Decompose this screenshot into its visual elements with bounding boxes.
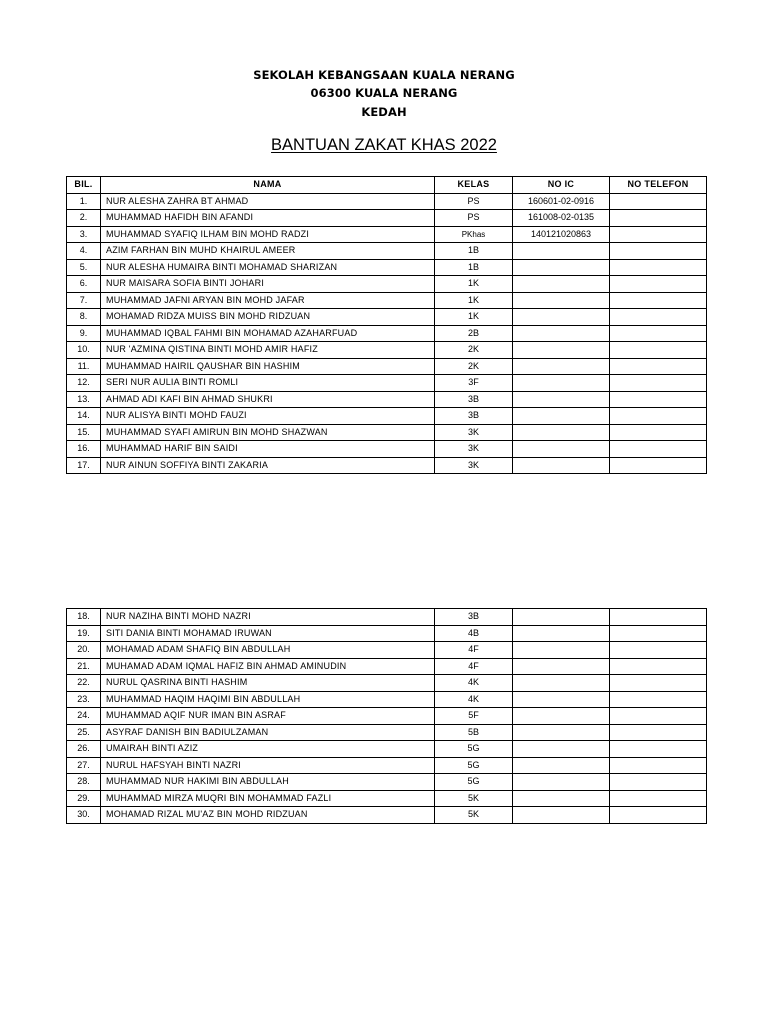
cell-no-telefon — [610, 276, 707, 293]
cell-kelas: 3B — [435, 408, 513, 425]
table-row — [67, 309, 707, 326]
table-row — [67, 259, 707, 276]
cell-bil: 11. — [67, 358, 101, 375]
cell-bil: 8. — [67, 309, 101, 326]
cell-kelas: 3F — [435, 375, 513, 392]
cell-bil: 15. — [67, 424, 101, 441]
table-row — [67, 276, 707, 293]
table-row — [67, 325, 707, 342]
cell-no-telefon — [610, 391, 707, 408]
cell-no-ic — [513, 325, 610, 342]
cell-no-telefon — [610, 210, 707, 227]
cell-kelas: 1B — [435, 243, 513, 260]
cell-kelas: 1K — [435, 292, 513, 309]
cell-no-ic — [513, 658, 610, 675]
table-row — [67, 790, 707, 807]
cell-no-telefon — [610, 790, 707, 807]
table-row — [67, 424, 707, 441]
cell-nama: MUHAMMAD AQIF NUR IMAN BIN ASRAF — [101, 708, 435, 725]
table-row — [67, 609, 707, 626]
cell-bil: 18. — [67, 609, 101, 626]
table-row — [67, 691, 707, 708]
cell-bil: 20. — [67, 642, 101, 659]
cell-kelas: 1K — [435, 276, 513, 293]
table-row — [67, 210, 707, 227]
cell-no-telefon — [610, 658, 707, 675]
cell-no-telefon — [610, 325, 707, 342]
cell-no-ic — [513, 358, 610, 375]
cell-kelas: PS — [435, 210, 513, 227]
cell-no-telefon — [610, 609, 707, 626]
cell-no-ic — [513, 309, 610, 326]
cell-kelas: 3K — [435, 457, 513, 474]
cell-no-ic — [513, 391, 610, 408]
cell-kelas: 5K — [435, 790, 513, 807]
cell-kelas: PS — [435, 193, 513, 210]
cell-nama: MUHAMMAD HAFIDH BIN AFANDI — [101, 210, 435, 227]
cell-no-telefon — [610, 342, 707, 359]
table-row — [67, 642, 707, 659]
cell-bil: 2. — [67, 210, 101, 227]
cell-bil: 17. — [67, 457, 101, 474]
column-header-no-telefon: NO TELEFON — [610, 177, 707, 194]
table-row — [67, 708, 707, 725]
cell-bil: 5. — [67, 259, 101, 276]
cell-kelas: 2B — [435, 325, 513, 342]
school-state: KEDAH — [361, 105, 407, 119]
cell-bil: 27. — [67, 757, 101, 774]
column-header-bil: BIL. — [67, 177, 101, 194]
cell-kelas: 2K — [435, 358, 513, 375]
cell-nama: NURUL QASRINA BINTI HASHIM — [101, 675, 435, 692]
cell-no-telefon — [610, 243, 707, 260]
table-row — [67, 625, 707, 642]
document-title — [0, 136, 768, 155]
school-address: 06300 KUALA NERANG — [310, 86, 458, 100]
cell-no-ic — [513, 774, 610, 791]
cell-no-telefon — [610, 675, 707, 692]
table-row — [67, 658, 707, 675]
cell-no-telefon — [610, 375, 707, 392]
cell-no-ic — [513, 457, 610, 474]
cell-nama: NUR AINUN SOFFIYA BINTI ZAKARIA — [101, 457, 435, 474]
cell-no-ic — [513, 790, 610, 807]
cell-no-ic — [513, 642, 610, 659]
cell-nama: MOHAMAD ADAM SHAFIQ BIN ABDULLAH — [101, 642, 435, 659]
cell-no-ic — [513, 609, 610, 626]
table-row — [67, 457, 707, 474]
cell-nama: ASYRAF DANISH BIN BADIULZAMAN — [101, 724, 435, 741]
cell-bil: 28. — [67, 774, 101, 791]
cell-no-telefon — [610, 807, 707, 824]
cell-no-ic — [513, 375, 610, 392]
cell-no-ic — [513, 259, 610, 276]
cell-no-telefon — [610, 741, 707, 758]
cell-bil: 9. — [67, 325, 101, 342]
cell-kelas: 1B — [435, 259, 513, 276]
cell-bil: 25. — [67, 724, 101, 741]
table-row — [67, 724, 707, 741]
cell-nama: MOHAMAD RIDZA MUISS BIN MOHD RIDZUAN — [101, 309, 435, 326]
cell-no-ic — [513, 342, 610, 359]
cell-kelas: 4B — [435, 625, 513, 642]
cell-kelas: 5G — [435, 741, 513, 758]
cell-no-telefon — [610, 708, 707, 725]
cell-bil: 30. — [67, 807, 101, 824]
table-header-row — [67, 177, 707, 194]
cell-bil: 4. — [67, 243, 101, 260]
cell-nama: MUHAMMAD SYAFIQ ILHAM BIN MOHD RADZI — [101, 226, 435, 243]
cell-no-ic — [513, 408, 610, 425]
cell-kelas: 3B — [435, 609, 513, 626]
cell-bil: 24. — [67, 708, 101, 725]
cell-no-telefon — [610, 441, 707, 458]
cell-no-ic: 160601-02-0916 — [513, 193, 610, 210]
cell-no-telefon — [610, 408, 707, 425]
cell-kelas: 3B — [435, 391, 513, 408]
table-row — [67, 243, 707, 260]
cell-no-telefon — [610, 309, 707, 326]
table-row — [67, 774, 707, 791]
cell-nama: MUHAMMAD JAFNI ARYAN BIN MOHD JAFAR — [101, 292, 435, 309]
cell-bil: 29. — [67, 790, 101, 807]
cell-nama: NUR MAISARA SOFIA BINTI JOHARI — [101, 276, 435, 293]
document-title-text: BANTUAN ZAKAT KHAS 2022 — [271, 136, 497, 154]
cell-bil: 14. — [67, 408, 101, 425]
cell-no-ic — [513, 691, 610, 708]
cell-nama: MUHAMMAD IQBAL FAHMI BIN MOHAMAD AZAHARFUAD — [101, 325, 435, 342]
cell-nama: NUR NAZIHA BINTI MOHD NAZRI — [101, 609, 435, 626]
cell-no-ic — [513, 807, 610, 824]
cell-no-telefon — [610, 292, 707, 309]
cell-no-ic — [513, 675, 610, 692]
cell-nama: MUHAMMAD HAIRIL QAUSHAR BIN HASHIM — [101, 358, 435, 375]
cell-no-telefon — [610, 457, 707, 474]
table-row — [67, 193, 707, 210]
cell-kelas: PKhas — [435, 226, 513, 243]
cell-nama: SERI NUR AULIA BINTI ROMLI — [101, 375, 435, 392]
table-row — [67, 358, 707, 375]
table-row — [67, 391, 707, 408]
cell-nama: SITI DANIA BINTI MOHAMAD IRUWAN — [101, 625, 435, 642]
cell-no-telefon — [610, 226, 707, 243]
cell-no-ic — [513, 625, 610, 642]
cell-no-telefon — [610, 193, 707, 210]
cell-nama: AZIM FARHAN BIN MUHD KHAIRUL AMEER — [101, 243, 435, 260]
cell-bil: 13. — [67, 391, 101, 408]
cell-nama: MUHAMMAD NUR HAKIMI BIN ABDULLAH — [101, 774, 435, 791]
table-row — [67, 741, 707, 758]
cell-bil: 3. — [67, 226, 101, 243]
cell-no-telefon — [610, 259, 707, 276]
table-row — [67, 342, 707, 359]
cell-no-ic: 140121020863 — [513, 226, 610, 243]
cell-kelas: 5K — [435, 807, 513, 824]
cell-no-ic — [513, 276, 610, 293]
cell-no-ic — [513, 243, 610, 260]
table-row — [67, 807, 707, 824]
cell-bil: 10. — [67, 342, 101, 359]
cell-kelas: 5G — [435, 774, 513, 791]
cell-no-telefon — [610, 774, 707, 791]
cell-nama: NURUL HAFSYAH BINTI NAZRI — [101, 757, 435, 774]
cell-no-ic — [513, 724, 610, 741]
cell-kelas: 4K — [435, 675, 513, 692]
cell-bil: 7. — [67, 292, 101, 309]
cell-no-telefon — [610, 358, 707, 375]
table-row — [67, 375, 707, 392]
cell-kelas: 4F — [435, 658, 513, 675]
table-row — [67, 408, 707, 425]
cell-bil: 26. — [67, 741, 101, 758]
cell-no-ic — [513, 292, 610, 309]
cell-no-ic — [513, 757, 610, 774]
cell-kelas: 5B — [435, 724, 513, 741]
cell-nama: MUHAMMAD SYAFI AMIRUN BIN MOHD SHAZWAN — [101, 424, 435, 441]
cell-no-telefon — [610, 642, 707, 659]
cell-nama: AHMAD ADI KAFI BIN AHMAD SHUKRI — [101, 391, 435, 408]
cell-no-ic — [513, 708, 610, 725]
cell-nama: MOHAMAD RIZAL MU'AZ BIN MOHD RIDZUAN — [101, 807, 435, 824]
cell-kelas: 1K — [435, 309, 513, 326]
cell-nama: MUHAMMAD MIRZA MUQRI BIN MOHAMMAD FAZLI — [101, 790, 435, 807]
table-row — [67, 226, 707, 243]
cell-kelas: 5G — [435, 757, 513, 774]
cell-nama: NUR ALESHA ZAHRA BT AHMAD — [101, 193, 435, 210]
cell-nama: MUHAMMAD HARIF BIN SAIDI — [101, 441, 435, 458]
cell-bil: 12. — [67, 375, 101, 392]
recipients-table-1 — [66, 176, 707, 474]
cell-kelas: 3K — [435, 441, 513, 458]
cell-kelas: 3K — [435, 424, 513, 441]
cell-kelas: 4F — [435, 642, 513, 659]
school-name: SEKOLAH KEBANGSAAN KUALA NERANG — [253, 68, 515, 82]
cell-kelas: 2K — [435, 342, 513, 359]
cell-no-telefon — [610, 691, 707, 708]
cell-kelas: 4K — [435, 691, 513, 708]
cell-no-telefon — [610, 424, 707, 441]
cell-bil: 6. — [67, 276, 101, 293]
table-row — [67, 675, 707, 692]
cell-nama: NUR 'AZMINA QISTINA BINTI MOHD AMIR HAFIZ — [101, 342, 435, 359]
table-row — [67, 757, 707, 774]
cell-no-ic — [513, 741, 610, 758]
cell-no-ic — [513, 424, 610, 441]
cell-nama: UMAIRAH BINTI AZIZ — [101, 741, 435, 758]
cell-bil: 22. — [67, 675, 101, 692]
cell-bil: 21. — [67, 658, 101, 675]
cell-no-telefon — [610, 757, 707, 774]
cell-nama: NUR ALISYA BINTI MOHD FAUZI — [101, 408, 435, 425]
cell-nama: MUHAMMAD HAQIM HAQIMI BIN ABDULLAH — [101, 691, 435, 708]
column-header-kelas: KELAS — [435, 177, 513, 194]
cell-bil: 16. — [67, 441, 101, 458]
cell-nama: MUHAMAD ADAM IQMAL HAFIZ BIN AHMAD AMINUDIN — [101, 658, 435, 675]
cell-no-telefon — [610, 724, 707, 741]
cell-no-telefon — [610, 625, 707, 642]
table-row — [67, 441, 707, 458]
table-row — [67, 292, 707, 309]
recipients-table-2 — [66, 608, 707, 824]
cell-bil: 23. — [67, 691, 101, 708]
column-header-nama: NAMA — [101, 177, 435, 194]
column-header-no-ic: NO IC — [513, 177, 610, 194]
cell-no-ic: 161008-02-0135 — [513, 210, 610, 227]
cell-kelas: 5F — [435, 708, 513, 725]
cell-bil: 19. — [67, 625, 101, 642]
cell-nama: NUR ALESHA HUMAIRA BINTI MOHAMAD SHARIZAN — [101, 259, 435, 276]
cell-bil: 1. — [67, 193, 101, 210]
cell-no-ic — [513, 441, 610, 458]
